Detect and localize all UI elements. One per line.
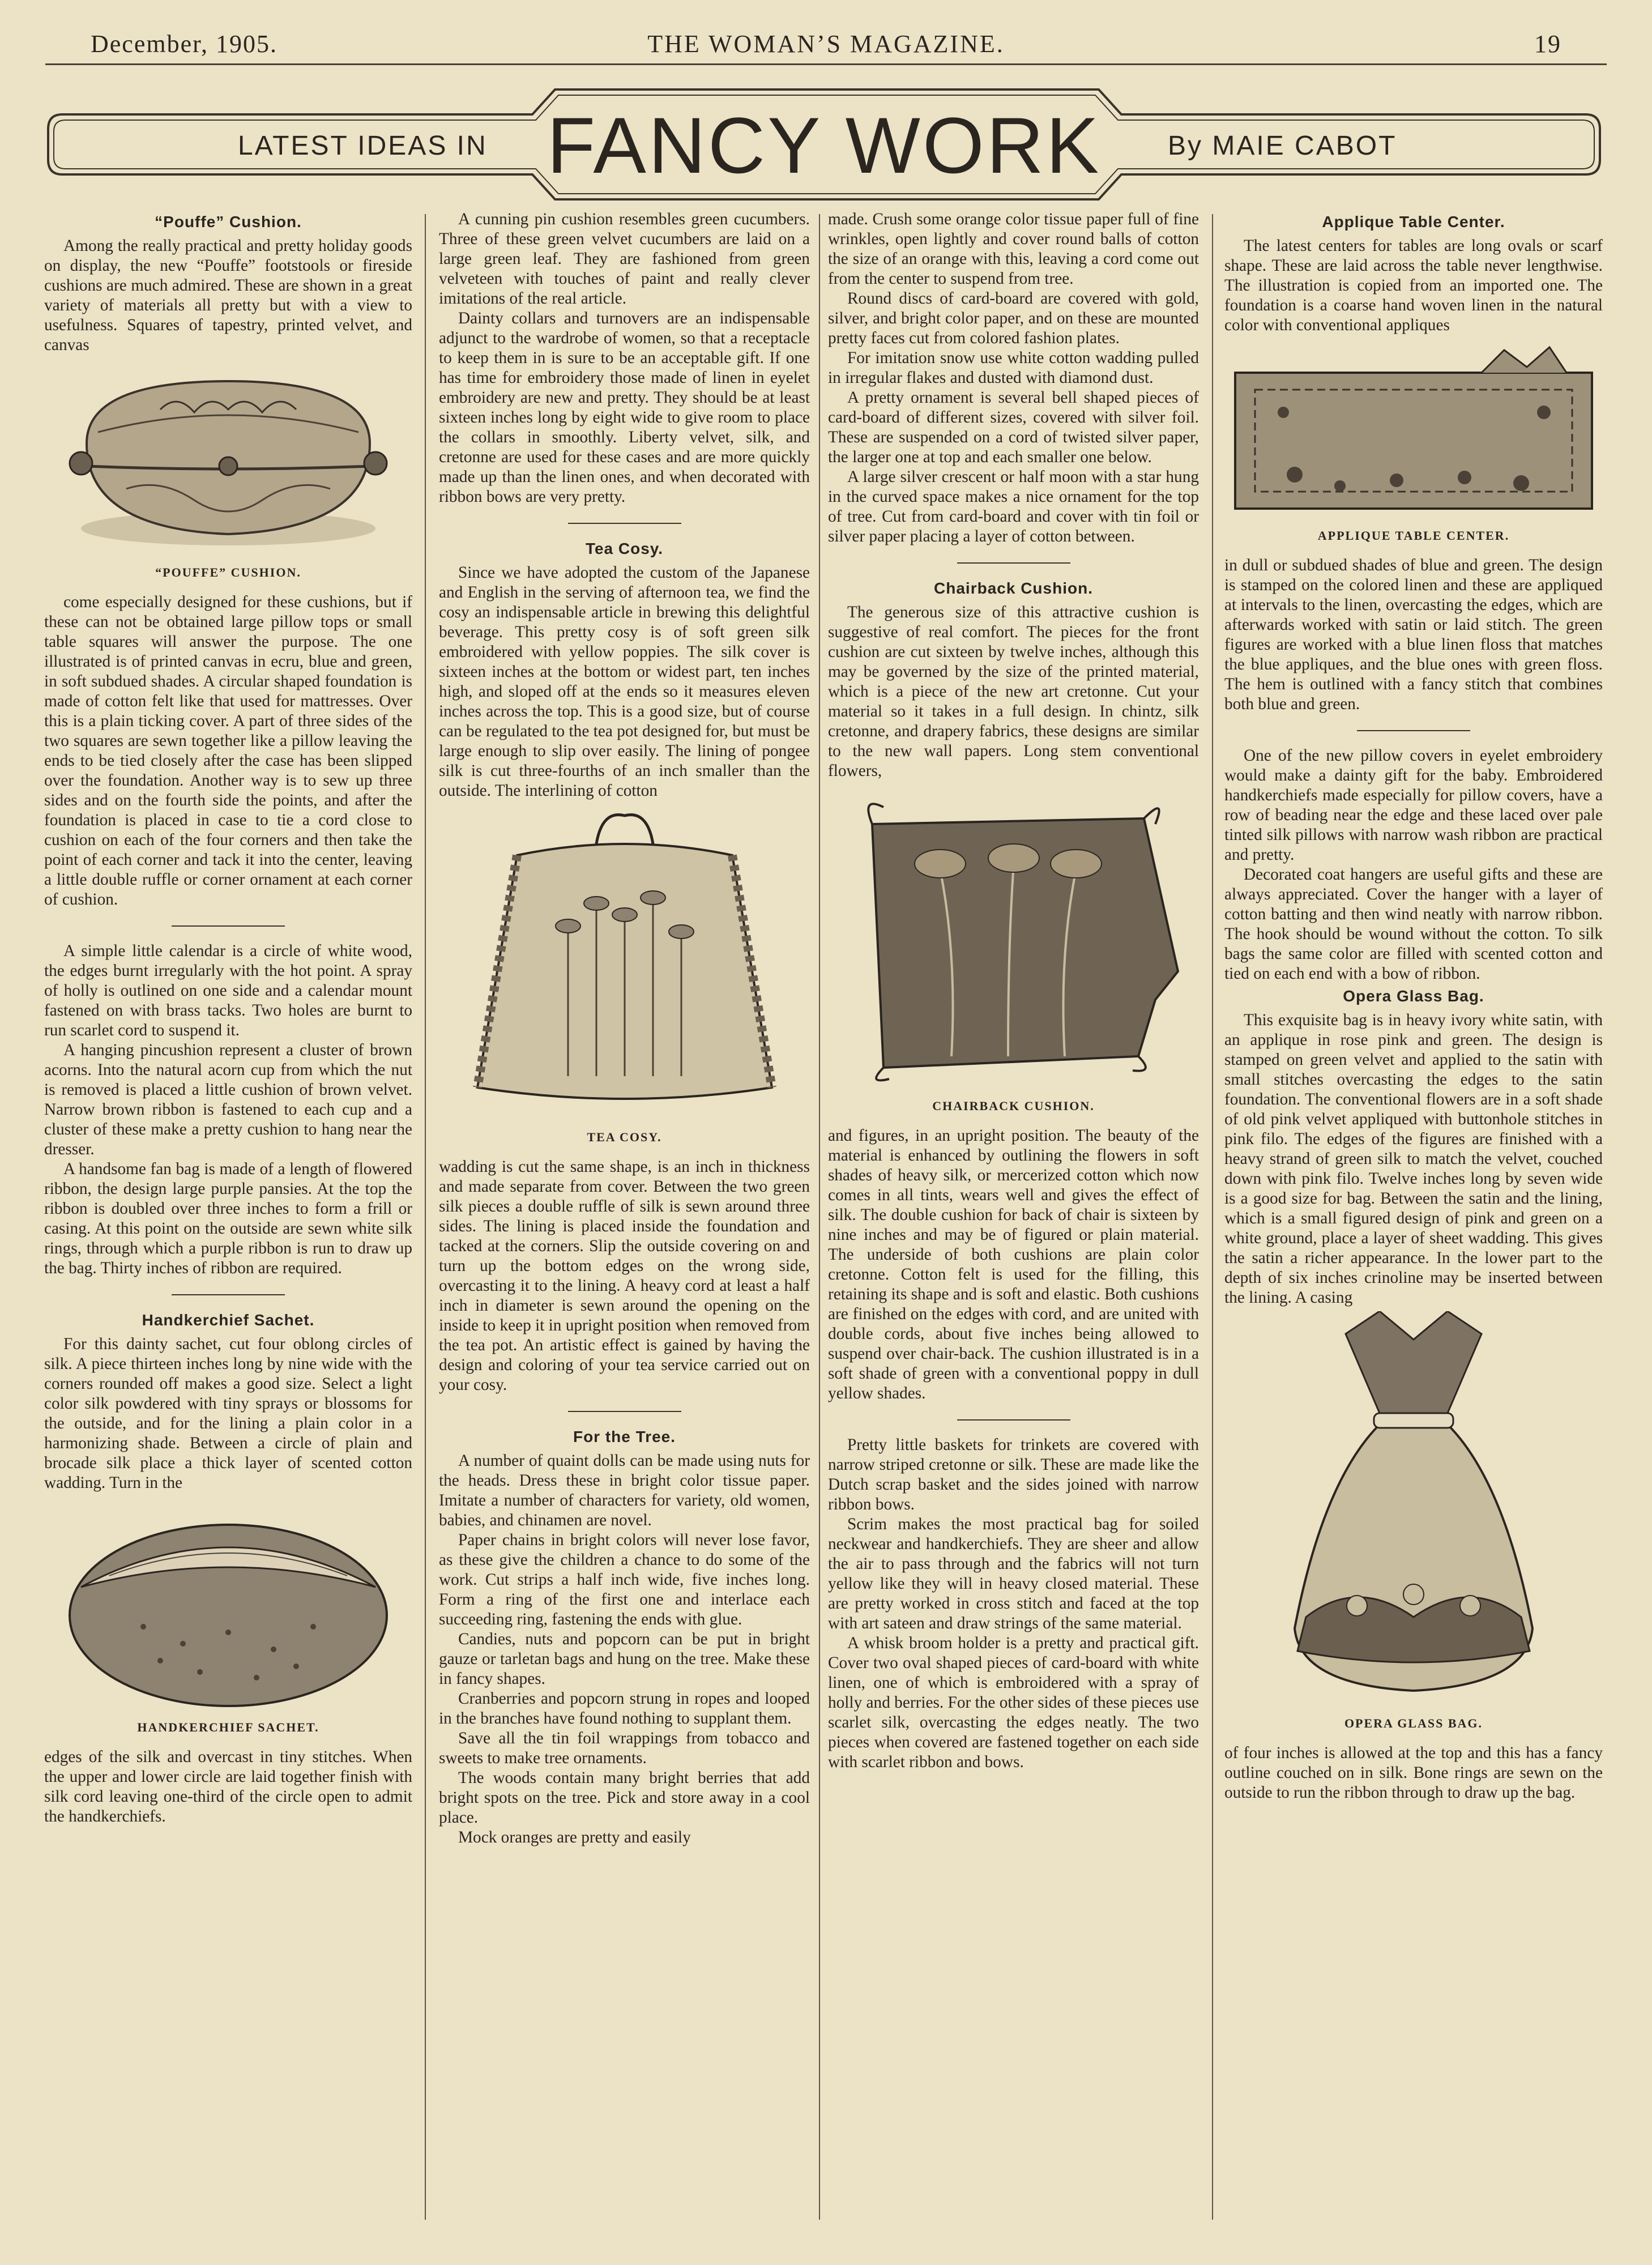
banner-title: FANCY WORK — [547, 101, 1102, 190]
column-2 — [439, 210, 810, 2208]
handkerchief-sachet-illustration — [58, 1496, 398, 1712]
page-number: 19 — [1534, 30, 1561, 58]
section-divider — [568, 1411, 681, 1412]
paragraph: Paper chains in bright colors will never lose favor, as these give the children a chance to do some of the work. Cut strips a half inch wide, five inches long. Form a ring of the first one and interlace each succeeding ring, fastening the ends with glue. — [439, 1531, 810, 1628]
section-divider — [957, 1419, 1070, 1421]
paragraph: The latest centers for tables are long ovals or scarf shape. These are laid across the table never lengthwise. The illustration is copied from an imported one. The foundation is a coarse hand woven linen in the natural color with conventional appliques — [1224, 237, 1603, 334]
column-rule — [819, 214, 820, 2220]
paragraph: Mock oranges are pretty and easily — [458, 1828, 691, 1846]
paragraph: The generous size of this attractive cushion is suggestive of real comfort. The pieces for the front cushion are cut sixteen by twelve inches, although this may be governed by the size of the printed material, which is a piece of the new art cretonne. Cut your material so it takes in a full design. In chintz, silk cretonne, and drapery fabrics, these designs are similar to the new wall papers. Long stem conventional flowers, — [828, 603, 1199, 780]
paragraph: A hanging pincushion represent a cluster of brown acorns. Into the natural acorn cup from which the nut is removed is placed a little cushion of brown velvet. Narrow brown ribbon is fastened to each cup and a cluster of these make a pretty cushion to hang near the dresser. — [44, 1041, 412, 1158]
paragraph: A handsome fan bag is made of a length of flowered ribbon, the design large purple pansies. At the top the ribbon is doubled over three inches to form a frill or casing. At this point on the outside are sewn white silk rings, through which a purple ribbon is run to draw up the bag. Thirty inches of ribbon are required. — [44, 1160, 412, 1277]
paragraph: One of the new pillow covers in eyelet embroidery would make a dainty gift for the baby. Embroidered handkerchiefs made especially for pillow covers, have a row of beading near the edge and these laced over pale tinted silk pillows with narrow wash ribbon are practical and pretty. — [1224, 747, 1603, 864]
heading-applique-table-center: Applique Table Center. — [1322, 213, 1505, 231]
running-head — [91, 29, 1561, 63]
caption-handkerchief-sachet: HANDKERCHIEF SACHET. — [137, 1720, 319, 1734]
paragraph: A cunning pin cushion resembles green cucumbers. Three of these green velvet cucumbers are laid on a large green leaf. They are fashioned from green velveteen with touches of paint and really clever imitations of the real article. — [439, 210, 810, 308]
paragraph: in dull or subdued shades of blue and green. The design is stamped on the colored linen and these are appliqued at intervals to the linen, overcasting the edges, which are afterwards worked with satin or laid stitch. The green figures are worked with a blue linen floss that matches the blue appliques, and the blue ones with green floss. The hem is outlined with a fancy stitch that combines both blue and green. — [1224, 556, 1603, 713]
paragraph: Save all the tin foil wrappings from tobacco and sweets to make tree ornaments. — [439, 1729, 810, 1767]
heading-handkerchief-sachet: Handkerchief Sachet. — [142, 1311, 315, 1329]
paragraph: For this dainty sachet, cut four oblong circles of silk. A piece thirteen inches long by nine wide with the corners rounded off makes a good size. Select a light color silk powdered with tiny sprays or blossoms for the outside, and for the lining a plain color in a harmonizing shade. Between a circle of plain and brocade silk place a thick layer of scented cotton wadding. Turn in the — [44, 1335, 412, 1492]
caption-applique-table-center: APPLIQUE TABLE CENTER. — [1317, 528, 1510, 543]
heading-pouffe-cushion: “Pouffe” Cushion. — [155, 213, 302, 231]
paragraph: Decorated coat hangers are useful gifts and these are always appreciated. Cover the hanger with a layer of cotton batting and then wind neatly with narrow ribbon. The hook should be wound without the cotton. To silk bags the same color are filled with scented cotton and tied on each end with a bow of ribbon. — [1224, 865, 1603, 983]
tea-cosy-illustration — [455, 804, 795, 1121]
section-divider — [1357, 730, 1470, 731]
paragraph: Pretty little baskets for trinkets are covered with narrow striped cretonne or silk. These are made like the Dutch scrap basket and the sides joined with narrow ribbon bows. — [828, 1436, 1199, 1513]
paragraph: made. Crush some orange color tissue paper full of fine wrinkles, open lightly and cover round balls of cotton the size of an orange with this, leaving a cord come out from the center to suspend from tree. — [828, 210, 1199, 288]
caption-tea-cosy: TEA COSY. — [587, 1130, 662, 1144]
column-3 — [828, 210, 1199, 2208]
paragraph: A whisk broom holder is a pretty and practical gift. Cover two oval shaped pieces of card-board with white linen, one of which is embroidered with a spray of holly and berries. For the other sides of these pieces use scarlet silk, overcasting the edges neatly. The two pieces when covered are fastened together on each side with scarlet ribbon and bows. — [828, 1634, 1199, 1771]
paragraph: Candies, nuts and popcorn can be put in bright gauze or tarletan bags and hung on the tree. Make these in fancy shapes. — [439, 1630, 810, 1688]
paragraph: Dainty collars and turnovers are an indispensable adjunct to the wardrobe of women, so that a receptacle to keep them in is sure to be an acceptable gift. If one has time for embroidery those made of linen in eyelet embroidery are new and pretty. They should be at least sixteen inches long by eight wide to give room to place the collars in smoothly. Liberty velvet, silk, and cretonne are used for these cases and are more quickly made up than the linen ones, and when decorated with ribbon bows are very pretty. — [439, 309, 810, 506]
heading-opera-glass-bag: Opera Glass Bag. — [1343, 987, 1484, 1005]
issue-date: December, 1905. — [91, 30, 278, 58]
caption-pouffe-cushion: “POUFFE” CUSHION. — [155, 565, 301, 579]
paragraph: Round discs of card-board are covered with gold, silver, and bright color paper, and on these are mounted pretty faces cut from colored fashion plates. — [828, 289, 1199, 347]
paragraph: and figures, in an upright position. The beauty of the material is enhanced by outlining the flowers in soft shades of heavy silk, or mercerized cotton which now comes in all tints, wears well and gives the effect of silk. The double cushion for back of chair is sixteen by nine inches and may be of figured or plain material. The underside of both cushions are plain color cretonne. Cotton felt is used for the filling, this retaining its shape and is soft and elastic. Both cushions are finished on the edges with cord, and are united with double cords, about five inches being allowed to suspend over chair-back. The cushion illustrated is in a soft shade of green with a conventional poppy in dull yellow shades. — [828, 1127, 1199, 1402]
paragraph: wadding is cut the same shape, is an inch in thickness and made separate from cover. Between the two green silk pieces a double ruffle of silk is sewn around three sides. The lining is placed inside the foundation and tacked at the corners. Slip the outside covering on and turn up the bottom edges on the wrong side, overcasting it to the lining. A heavy cord at least a half inch in diameter is sewn around the opening on the inside to keep it in upright position when removed from the tea pot. An artistic effect is gained by having the design and coloring of your tea service carried out on your cosy. — [439, 1158, 810, 1394]
paragraph: The woods contain many bright berries that add bright spots on the tree. Pick and store away in a cool place. — [439, 1769, 810, 1827]
paragraph: of four inches is allowed at the top and this has a fancy outline couched on in silk. Bone rings are sewn on the outside to run the ribbon through to draw up the bag. — [1224, 1744, 1603, 1802]
magazine-name: THE WOMAN’S MAGAZINE. — [647, 30, 1005, 58]
heading-tea-cosy: Tea Cosy. — [585, 540, 664, 557]
section-divider — [172, 1294, 285, 1295]
caption-chairback-cushion: CHAIRBACK CUSHION. — [932, 1099, 1095, 1113]
section-divider — [172, 925, 285, 927]
paragraph: edges of the silk and overcast in tiny stitches. When the upper and lower circle are laid together finish with silk cord leaving one-third of the circle open to admit the handkerchiefs. — [44, 1748, 412, 1825]
header-rule — [45, 63, 1607, 65]
paragraph: A simple little calendar is a circle of white wood, the edges burnt irregularly with the hot point. A spray of holly is outlined on one side and a calendar mount fastened on with brass tacks. Two holes are burnt to run scarlet cord to suspend it. — [44, 942, 412, 1039]
caption-opera-glass-bag: OPERA GLASS BAG. — [1344, 1716, 1483, 1730]
column-rule — [425, 214, 426, 2220]
paragraph: A large silver crescent or half moon with a star hung in the curved space makes a nice ornament for the top of tree. Cut from card-board and cover with tin foil or silver paper placing a layer of cotton between. — [828, 468, 1199, 545]
section-banner — [45, 85, 1603, 204]
paragraph: Scrim makes the most practical bag for soiled neckwear and handkerchiefs. They are sheer and allow the air to pass through and the fabrics will not turn yellow like they will in heavy closed material. These are pretty worked in cross stitch and faced at the top with art sateen and draw strings of the same material. — [828, 1515, 1199, 1632]
heading-chairback-cushion: Chairback Cushion. — [934, 579, 1093, 597]
opera-glass-bag-illustration — [1232, 1311, 1595, 1708]
paragraph: This exquisite bag is in heavy ivory white satin, with an applique in rose pink and green. The design is stamped on green velvet and applied to the satin with small stitches overcasting the edges to the satin foundation. The conventional flowers are in a soft shade of old pink velvet appliqued with buttonhole stitches in pink filo. The edges of the figures are finished with a heavy strand of green silk to match the velvet, couched down with pink filo. Twelve inches long by seven wide is a good size for bag. Between the satin and the lining, which is a small figured design of pink and green on a white ground, place a layer of sheet wadding. This gives the satin a richer appearance. In the lower part to the depth of six inches crinoline may be inserted between the lining. A casing — [1224, 1011, 1603, 1307]
paragraph: A number of quaint dolls can be made using nuts for the heads. Dress these in bright color tissue paper. Imitate a number of characters for variety, old women, babies, and chinamen are novel. — [439, 1452, 810, 1529]
paragraph: A pretty ornament is several bell shaped pieces of card-board of different sizes, covered with silver foil. These are suspended on a cord of twisted silver paper, the larger one at top and each smaller one below. — [828, 389, 1199, 466]
paragraph: For imitation snow use white cotton wadding pulled in irregular flakes and dusted with diamond dust. — [828, 349, 1199, 387]
chairback-cushion-illustration — [838, 784, 1189, 1090]
paragraph: Among the really practical and pretty holiday goods on display, the new “Pouffe” footstools or fireside cushions are much admired. These are shown in a great variety of materials all pretty but with a view to usefulness. Squares of tapestry, printed velvet, and canvas — [44, 237, 412, 354]
column-4 — [1224, 210, 1603, 2208]
paragraph: come especially designed for these cushions, but if these can not be obtained large pillow tops or small table squares will answer the purpose. The one illustrated is of printed canvas in ecru, blue and green, in soft subdued shades. A circular shaped foundation is made of cotton felt like that used for mattresses. Over this is a plain ticking cover. A part of three sides of the two squares are sewn together like a pillow leaving the ends to be tied closely after the case has been slipped over the foundation. Another way is to sew up three sides and on the fourth side the points, and after the foundation is placed in case to tie a cord close to cushion on each of the four corners and then take the point of each corner and tack it into the center, leaving a little double ruffle or corner ornament at each corner of cushion. — [44, 593, 412, 908]
banner-byline: By MAIE CABOT — [1168, 131, 1397, 161]
column-rule — [1212, 214, 1213, 2220]
paragraph: Cranberries and popcorn strung in ropes and looped in the branches have found nothing to supplant them. — [439, 1690, 810, 1727]
banner-kicker: LATEST IDEAS IN — [238, 131, 488, 161]
column-1 — [44, 210, 412, 2208]
heading-for-the-tree: For the Tree. — [573, 1428, 676, 1445]
section-divider — [568, 523, 681, 524]
applique-table-center-illustration — [1227, 339, 1600, 520]
section-divider — [957, 562, 1070, 564]
paragraph: Since we have adopted the custom of the Japanese and English in the serving of afternoon tea, we find the cosy an indispensable article in brewing this delightful beverage. This pretty cosy is of soft green silk embroidered with yellow poppies. The silk cover is sixteen inches at the bottom or widest part, ten inches high, and sloped off at the ends so it measures eleven inches across the top. This is a good size, but of course can be regulated to the tea pot designed for, but must be large enough to slip over easily. The lining of pongee silk is cut three-fourths of an inch smaller than the outside. The interlining of cotton — [439, 564, 810, 800]
pouffe-cushion-illustration — [47, 359, 409, 557]
